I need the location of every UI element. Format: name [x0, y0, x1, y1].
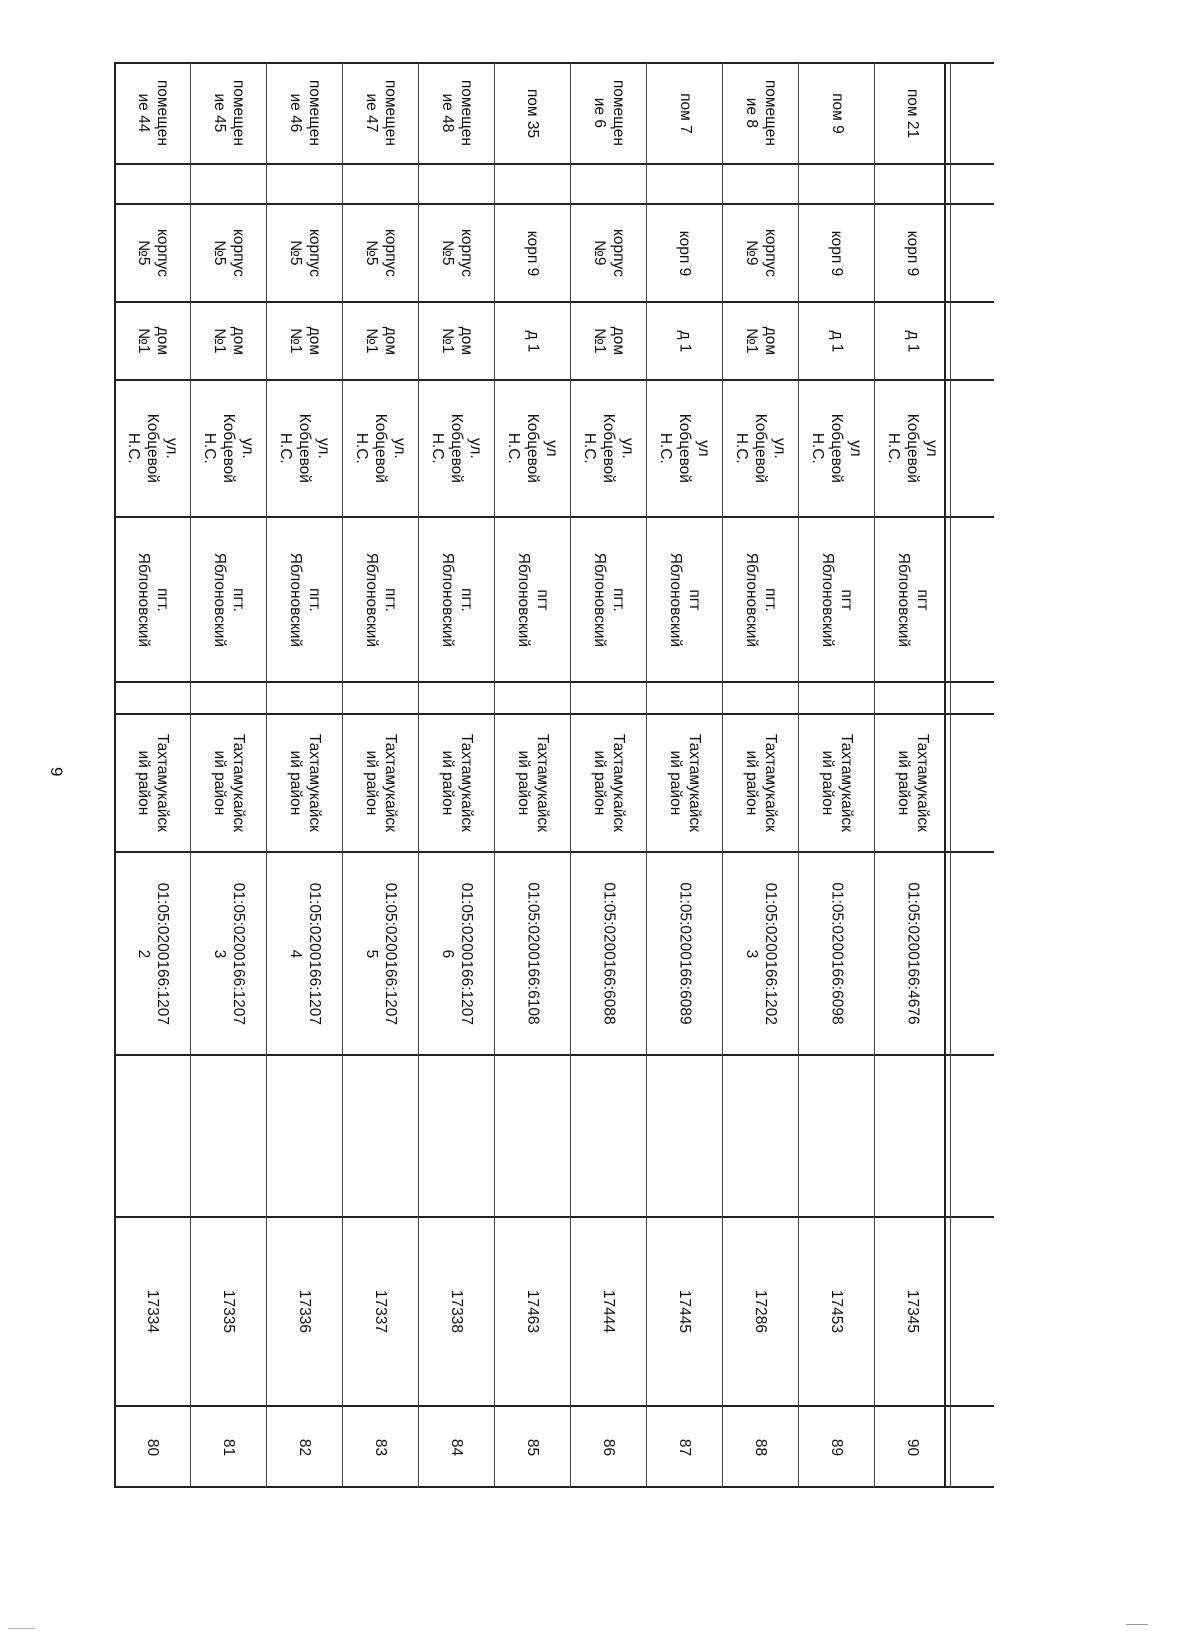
cell-text: 84 [448, 1438, 466, 1456]
cell-text: ул Кобцевой Н.С. [885, 413, 941, 484]
cell-text: 17334 [144, 1289, 162, 1334]
cell-text: 83 [372, 1438, 390, 1456]
cell-text: помещен ие 6 [591, 79, 627, 147]
cell-text: корпус №5 [134, 229, 171, 277]
table-cell-code [342, 1217, 418, 1406]
cell-text: Тахтамукайск ий район [135, 733, 171, 833]
table-cell-district [646, 714, 722, 852]
cell-text: 17286 [752, 1289, 770, 1334]
cell-text: 01:05:0200166:1207 4 [287, 882, 323, 1025]
cell-text: пом 9 [828, 92, 846, 134]
cell-text: д 1 [524, 330, 542, 352]
cell-text: 01:05:0200166:6089 [676, 882, 694, 1025]
table-cell-building [798, 204, 874, 302]
cell-text: помещен ие 48 [439, 79, 475, 147]
table-cell-premises [722, 62, 798, 164]
cell-text: пгт Яблоновский [895, 552, 931, 647]
table-cell-street [342, 380, 418, 517]
table-cell-settlement [646, 517, 722, 682]
table-cell-premises [114, 62, 190, 164]
table-cell-code [570, 1217, 646, 1406]
cell-text: 89 [828, 1438, 846, 1456]
cell-text: корпус №5 [286, 229, 323, 277]
table-cell-code [494, 1217, 570, 1406]
table-cell-premises [418, 62, 494, 164]
table-cell-street [798, 380, 874, 517]
table-cell-code [874, 1217, 950, 1406]
cell-text: 17336 [296, 1289, 314, 1334]
table-cell-district [494, 714, 570, 852]
table-cell-district [798, 714, 874, 852]
cell-text: ул. Кобцевой Н.С. [429, 413, 485, 484]
table-cell-settlement [798, 517, 874, 682]
cell-text: дом №1 [286, 326, 323, 356]
table-cell-street [874, 380, 950, 517]
page-number: 9 [47, 767, 66, 777]
cell-text: Тахтамукайск ий район [667, 733, 703, 833]
table-cell-street [266, 380, 342, 517]
cell-text: пгт Яблоновский [819, 552, 855, 647]
cell-text: 17338 [448, 1289, 466, 1334]
table-cell-code [114, 1217, 190, 1406]
table-cell-settlement [874, 517, 950, 682]
cell-text: 85 [524, 1438, 542, 1456]
table-cell-street [114, 380, 190, 517]
cell-text: пгт. Яблоновский [287, 552, 323, 647]
cell-text: Тахтамукайск ий район [743, 733, 779, 833]
table-cell-premises [570, 62, 646, 164]
table-cell-code [722, 1217, 798, 1406]
cell-text: Тахтамукайск ий район [211, 733, 247, 833]
table-cell-street [190, 380, 266, 517]
table-cell-code [798, 1217, 874, 1406]
cell-text: ул. Кобцевой Н.С. [277, 413, 333, 484]
table-cell-num [342, 1406, 418, 1488]
table-cell-district [266, 714, 342, 852]
cell-text: дом №1 [362, 326, 399, 356]
table-cell-num [418, 1406, 494, 1488]
rotated-registry-table [114, 62, 994, 1488]
cell-text: пгт Яблоновский [515, 552, 551, 647]
table-cell-house [342, 302, 418, 380]
table-cell-district [570, 714, 646, 852]
cell-text: помещен ие 8 [743, 79, 779, 147]
cell-text: 90 [904, 1438, 922, 1456]
table-cell-premises [266, 62, 342, 164]
cell-text: дом №1 [742, 326, 779, 356]
cell-text: пгт Яблоновский [667, 552, 703, 647]
table-cell-settlement [494, 517, 570, 682]
table-cell-house [722, 302, 798, 380]
table-cell-premises [646, 62, 722, 164]
cell-text: д 1 [828, 330, 846, 352]
table-cell-num [722, 1406, 798, 1488]
table-cell-building [646, 204, 722, 302]
table-cell-house [570, 302, 646, 380]
cell-text: корпус №5 [362, 229, 399, 277]
table-cell-building [342, 204, 418, 302]
table-cell-building [494, 204, 570, 302]
table-cell-settlement [190, 517, 266, 682]
cell-text: дом №1 [438, 326, 475, 356]
cell-text: 01:05:0200166:1202 3 [743, 882, 779, 1025]
table-cell-house [418, 302, 494, 380]
table-cell-settlement [266, 517, 342, 682]
cell-text: Тахтамукайск ий район [895, 733, 931, 833]
cell-text: ул. Кобцевой Н.С. [733, 413, 789, 484]
cell-text: ул Кобцевой Н.С. [809, 413, 865, 484]
table-cell-num [494, 1406, 570, 1488]
cell-text: Тахтамукайск ий район [591, 733, 627, 833]
cell-text: корпус №9 [742, 229, 779, 277]
row-rule [950, 62, 951, 1488]
cell-text: пгт. Яблоновский [591, 552, 627, 647]
cell-text: пом 35 [524, 88, 542, 138]
table-cell-cadastral [722, 852, 798, 1055]
table-cell-num [798, 1406, 874, 1488]
cell-text: пом 7 [676, 92, 694, 134]
cell-text: помещен ие 45 [211, 79, 247, 147]
table-cell-cadastral [646, 852, 722, 1055]
cell-text: 87 [676, 1438, 694, 1456]
table-cell-house [798, 302, 874, 380]
cell-text: 86 [600, 1438, 618, 1456]
cell-text: д 1 [676, 330, 694, 352]
cell-text: 01:05:0200166:1207 3 [211, 882, 247, 1025]
table-cell-district [114, 714, 190, 852]
table-cell-premises [190, 62, 266, 164]
cell-text: корп 9 [524, 230, 542, 276]
cell-text: ул Кобцевой Н.С. [657, 413, 713, 484]
table-cell-num [190, 1406, 266, 1488]
table-cell-num [570, 1406, 646, 1488]
table-cell-cadastral [874, 852, 950, 1055]
cell-text: пгт. Яблоновский [743, 552, 779, 647]
cell-text: 01:05:0200166:1207 5 [363, 882, 399, 1025]
table-cell-num [266, 1406, 342, 1488]
table-cell-code [646, 1217, 722, 1406]
table-cell-house [874, 302, 950, 380]
table-cell-district [342, 714, 418, 852]
cell-text: ул. Кобцевой Н.С. [353, 413, 409, 484]
cell-text: пом 21 [904, 88, 922, 138]
cell-text: 01:05:0200166:6088 [600, 882, 618, 1025]
table-cell-district [190, 714, 266, 852]
cell-text: корпус №5 [210, 229, 247, 277]
table-cell-cadastral [342, 852, 418, 1055]
table-cell-building [722, 204, 798, 302]
table-cell-cadastral [190, 852, 266, 1055]
table-cell-premises [874, 62, 950, 164]
table-cell-settlement [418, 517, 494, 682]
cell-text: дом №1 [590, 326, 627, 356]
table-cell-building [114, 204, 190, 302]
cell-text: корп 9 [904, 230, 922, 276]
table-cell-street [494, 380, 570, 517]
cell-text: 81 [220, 1438, 238, 1456]
cell-text: 01:05:0200166:4676 [904, 882, 922, 1025]
table-cell-street [646, 380, 722, 517]
table-cell-premises [494, 62, 570, 164]
cell-text: дом №1 [134, 326, 171, 356]
cell-text: пгт. Яблоновский [211, 552, 247, 647]
table-cell-num [874, 1406, 950, 1488]
scan-artifact [8, 1628, 36, 1629]
cell-text: 01:05:0200166:6108 [524, 882, 542, 1025]
cell-text: 82 [296, 1438, 314, 1456]
cell-text: д 1 [904, 330, 922, 352]
table-cell-code [266, 1217, 342, 1406]
table-cell-premises [342, 62, 418, 164]
cell-text: 88 [752, 1438, 770, 1456]
cell-text: 17335 [220, 1289, 238, 1334]
cell-text: корпус №5 [438, 229, 475, 277]
cell-text: Тахтамукайск ий район [439, 733, 475, 833]
table-cell-num [114, 1406, 190, 1488]
table-cell-num [646, 1406, 722, 1488]
cell-text: дом №1 [210, 326, 247, 356]
cell-text: пгт. Яблоновский [363, 552, 399, 647]
table-cell-building [190, 204, 266, 302]
table-cell-cadastral [418, 852, 494, 1055]
table-cell-street [570, 380, 646, 517]
table-cell-cadastral [114, 852, 190, 1055]
cell-text: 17453 [828, 1289, 846, 1334]
cell-text: ул Кобцевой Н.С. [505, 413, 561, 484]
table-cell-building [266, 204, 342, 302]
table-cell-cadastral [494, 852, 570, 1055]
table-cell-building [418, 204, 494, 302]
cell-text: корп 9 [676, 230, 694, 276]
cell-text: 01:05:0200166:1207 6 [439, 882, 475, 1025]
cell-text: Тахтамукайск ий район [363, 733, 399, 833]
cell-text: пгт. Яблоновский [439, 552, 475, 647]
cell-text: 17337 [372, 1289, 390, 1334]
table-cell-settlement [342, 517, 418, 682]
cell-text: 17444 [600, 1289, 618, 1334]
cell-text: 01:05:0200166:6098 [828, 882, 846, 1025]
cell-text: помещен ие 46 [287, 79, 323, 147]
cell-text: помещен ие 47 [363, 79, 399, 147]
table-cell-premises [798, 62, 874, 164]
table-cell-street [418, 380, 494, 517]
cell-text: корпус №9 [590, 229, 627, 277]
cell-text: 01:05:0200166:1207 2 [135, 882, 171, 1025]
table-cell-street [722, 380, 798, 517]
table-cell-building [570, 204, 646, 302]
cell-text: Тахтамукайск ий район [819, 733, 855, 833]
cell-text: ул. Кобцевой Н.С. [201, 413, 257, 484]
cell-text: 17445 [676, 1289, 694, 1334]
table-cell-district [874, 714, 950, 852]
cell-text: корп 9 [828, 230, 846, 276]
scan-artifact [1126, 1624, 1148, 1625]
table-cell-cadastral [266, 852, 342, 1055]
cell-text: помещен ие 44 [135, 79, 171, 147]
cell-text: ул. Кобцевой Н.С. [581, 413, 637, 484]
table-cell-cadastral [798, 852, 874, 1055]
cell-text: 17463 [524, 1289, 542, 1334]
table-cell-cadastral [570, 852, 646, 1055]
table-cell-settlement [114, 517, 190, 682]
cell-text: пгт. Яблоновский [135, 552, 171, 647]
table-cell-settlement [570, 517, 646, 682]
table-cell-house [646, 302, 722, 380]
table-cell-building [874, 204, 950, 302]
table-cell-district [722, 714, 798, 852]
cell-text: 80 [144, 1438, 162, 1456]
table-cell-settlement [722, 517, 798, 682]
cell-text: 17345 [904, 1289, 922, 1334]
table-cell-house [494, 302, 570, 380]
cell-text: Тахтамукайск ий район [287, 733, 323, 833]
table-cell-code [418, 1217, 494, 1406]
table-cell-code [190, 1217, 266, 1406]
table-cell-house [190, 302, 266, 380]
cell-text: ул. Кобцевой Н.С. [125, 413, 181, 484]
table-cell-district [418, 714, 494, 852]
cell-text: Тахтамукайск ий район [515, 733, 551, 833]
table-cell-house [266, 302, 342, 380]
table-cell-house [114, 302, 190, 380]
